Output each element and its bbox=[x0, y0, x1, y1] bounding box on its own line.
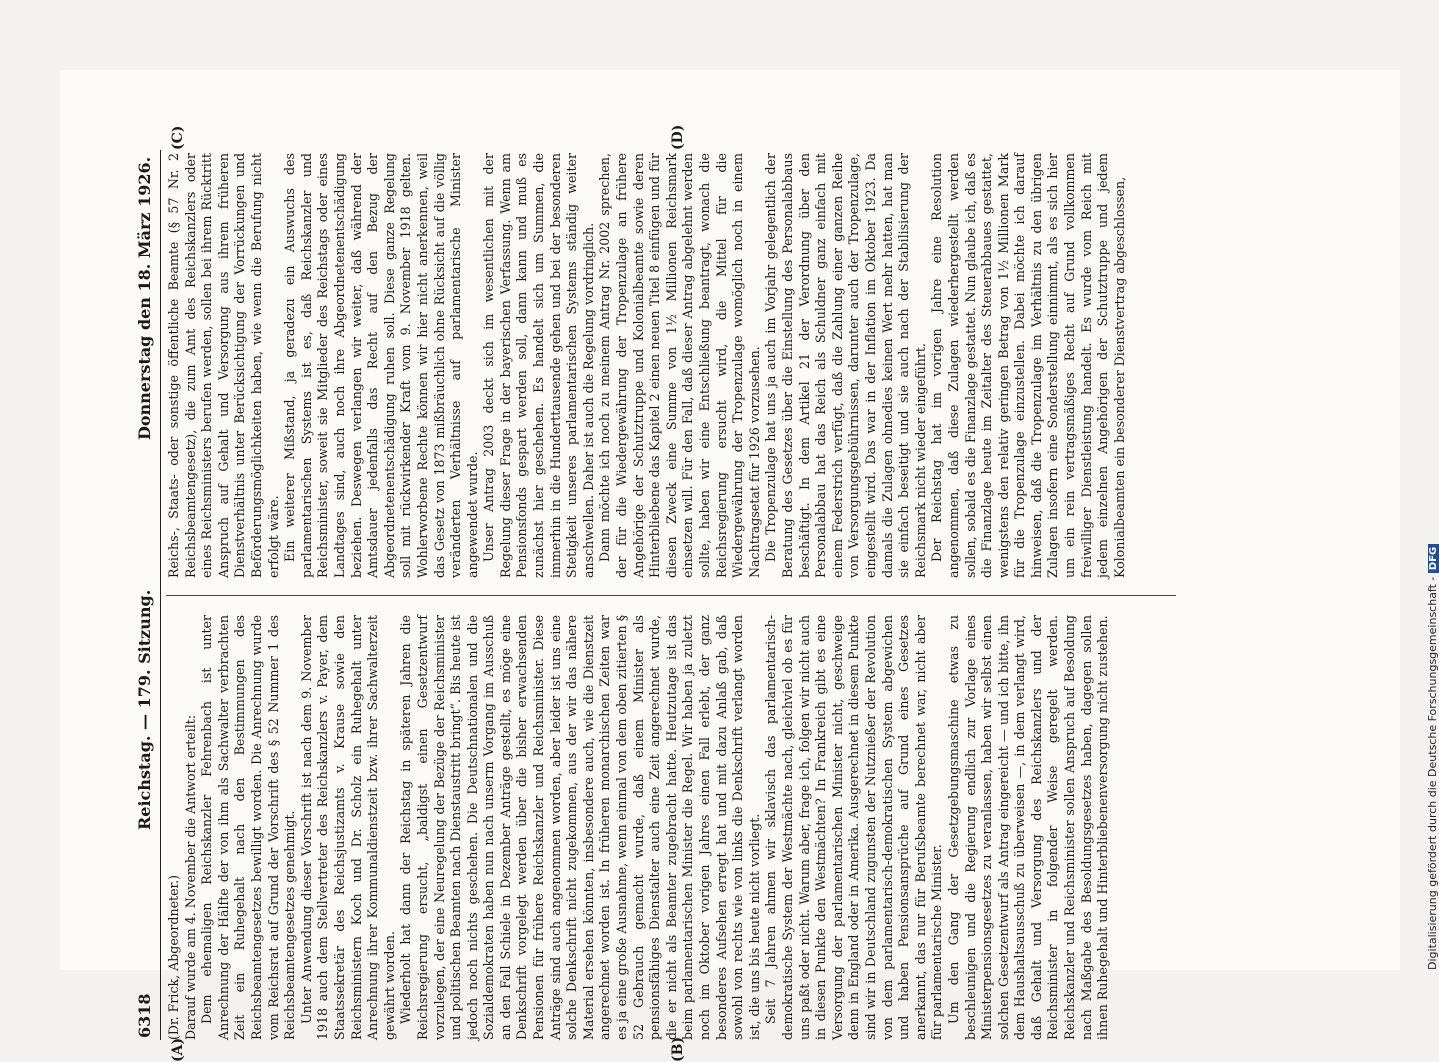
running-header bbox=[130, 150, 161, 1040]
paragraph: Die Tropenzulage hat uns ja auch im Vorjahr gelegentlich der Beratung des Gesetzes über die Einstellung des Personalabbaus beschäftigt. In dem Artikel 21 der Verordnung über den Personalabbau hat das Reich als Schuldner ganz einfach mit einem Federstrich verfügt, daß die Zahlung einer ganzen Reihe von Versorgungsgebührnissen, darunter auch der Tropenzulage, eingestellt wird. Das war in der Inflation im Oktober 1923. Da damals die Zulagen ohnedies keinen Wert mehr hatten, hat man sie einfach beseitigt und sie auch nach der Stabilisierung der Reichsmark nicht wieder eingeführt. bbox=[763, 153, 928, 578]
margin-mark-b: (B) bbox=[670, 1036, 686, 1062]
digitization-sidebar bbox=[1412, 10, 1439, 990]
margin-mark-a: (A) bbox=[170, 1037, 186, 1062]
paragraph: Seit 7 Jahren ahmen wir sklavisch das parlamentarisch-demokratische System der Westmächte nach, gleichviel ob es für uns paßt oder nicht. Warum aber, frage ich, folgen wir nicht auch in diesen Punkte den Westmächten? In Frankreich gibt es eine Versorgung der parlamentarischen Minister nicht, geschweige denn in England oder in Amerika. Ausgerechnet in diesem Punkte sind wir in Deutschland zugunsten der Nutznießer der Revolution von dem parlamentarisch-demokratischen System abgewichen und haben Pensionsansprüche auf Grund eines Gesetzes anerkannt, das nur für Berufsbeamte berechnet war, nicht aber für parlamentarische Minister. bbox=[763, 615, 945, 1040]
margin-mark-c: (C) bbox=[170, 125, 186, 150]
paragraph: Um den Gang der Gesetzgebungsmaschine etwas zu beschleunigen und die Regierung endlich zur Vorlage eines Ministerpensionsgesetzes zu veranlassen, haben wir selbst einen solchen Gesetzentwurf als Antrag eingereicht — und ich bitte, ihn dem Haushaltsausschuß zu überweisen —, in dem verlangt wird, daß Gehalt und Versorgung des Reichskanzlers und der Reichsminister in folgender Weise geregelt werden. Reichskanzler und Reichsminister sollen Anspruch auf Besoldung nach Maßgabe des Besoldungsgesetzes haben, dagegen sollen ihnen Ruhegehalt und Hinterbliebenenversorgung nicht zustehen. bbox=[945, 615, 1111, 1040]
paragraph: Unter Anwendung dieser Vorschrift ist nach dem 9. November 1918 auch dem Stellvertreter des Reichskanzlers v. Payer, dem Staatssekretär des Reichsjustizamts v. Krause sowie den Reichsministern Koch und Dr. Scholz ein Ruhegehalt unter Anrechnung ihrer Kommunaldienstzeit bzw. ihrer Sachwalterzeit gewährt worden. bbox=[298, 615, 397, 1040]
paragraph: Reichs-, Staats- oder sonstige öffentliche Beamte (§ 57 Nr. 2 Reichsbeamtengesetz), die zum Amt des Reichskanzlers oder eines Reichsministers berufen werden, sollen bei ihrem Rücktritt Anspruch auf Gehalt und Versorgung aus ihrem früheren Dienstverhältnis unter Berücksichtigung der Vorrückungen und Beförderungsmöglichkeiten haben, wie wenn die Berufung nicht erfolgt wäre. bbox=[166, 153, 281, 578]
left-column bbox=[166, 615, 1112, 1040]
paragraph: Ein weiterer Mißstand, ja geradezu ein Auswuchs des parlamentarischen Systems ist es, daß Reichskanzler und Reichsminister, soweit sie Mitglieder des Reichstags oder eines Landtages sind, auch noch ihre Abgeordnetenentschädigung beziehen. Deswegen verlangen wir weiter, daß während der Amtsdauer jedenfalls das Recht auf den Bezug der Abgeordnetenentschädigung ruhen soll. Diese ganze Regelung soll mit rückwirkender Kraft vom 9. November 1918 gelten. Wohlerworbene Rechte können wir hier nicht anerkennen, weil das Gesetz von 1873 mißbräuchlich ohne Rücksicht auf die völlig veränderten Verhältnisse auf parlamentarische Minister angewendet wurde. bbox=[282, 153, 480, 578]
paragraph: Der Reichstag hat im vorigen Jahre eine Resolution angenommen, daß diese Zulagen wiederhergestellt werden sollen, sobald es die Finanzlage gestattet. Nun glaube ich, daß es die Finanzlage heute im Zeitalter des Steuerabbaues gestattet, wenigstens den relativ geringen Betrag von 1½ Millionen Mark für die Tropenzulage einzustellen. Dabei möchte ich darauf hinweisen, daß die Tropenzulage im Verhältnis zu den übrigen Zulagen insofern eine Sonderstellung einnimmt, als es sich hier um ein rein vertragsmäßiges Recht auf Grund vollkommen freiwilliger Dienstleistung handelt. Es wurde vom Reich mit jedem einzelnen Angehörigen der Schutztruppe und jedem Kolonialbeamten ein besonderer Dienstvertrag abgeschlossen, bbox=[929, 153, 1127, 578]
speaker-line: (Dr. Frick, Abgeordneter.) bbox=[166, 874, 181, 1040]
margin-mark-d: (D) bbox=[670, 124, 686, 150]
digitization-note: Digitalisierung gefördert durch die Deutsche Forschungsgemeinschaft - bbox=[1426, 576, 1439, 970]
right-column bbox=[166, 153, 1128, 578]
session-date: Donnerstag den 18. März 1926. bbox=[135, 156, 154, 440]
paragraph: Wiederholt hat dann der Reichstag in späteren Jahren die Reichsregierung ersucht, „baldigst einen Gesetzentwurf vorzulegen, der eine Neuregelung der Bezüge der Reichsminister und politischen Beamten nach Dienstaustritt bringt“. Bis heute ist jedoch noch nichts geschehen. Die Deutschnationalen und die Sozialdemokraten haben nun nach unserm Vorgang im Ausschuß an den Fall Schiele in Dezember Anträge gestellt, es möge eine Denkschrift vorgelegt werden über die bisher erwachsenden Pensionen für frühere Reichskanzler und Reichsminister. Diese Anträge sind auch angenommen worden, aber leider ist uns eine solche Denkschrift nicht zugekommen, aus der wir das nähere Material ersehen könnten, insbesondere auch, wie die Dienstzeit angerechnet worden ist. In früheren monarchischen Zeiten war es ja eine große Ausnahme, wenn einmal von dem oben zitierten § 52 Gebrauch gemacht wurde, daß einem Minister als pensionsfähiges Dienstalter auch eine Zeit angerechnet wurde, die er nicht als Beamter zugebracht hatte. Heutzutage ist das beim parlamentarischen Minister die Regel. Wir haben ja zuletzt noch im Oktober vorigen Jahres einen Fall erlebt, der ganz besonderes Aufsehen erregt hat und mit dazu Anlaß gab, daß sowohl von rechts wie von links die Denkschrift verlangt worden ist, die uns bis heute nicht vorliegt. bbox=[398, 615, 762, 1040]
rotated-content bbox=[130, 124, 1190, 1062]
session-title: Reichstag. — 179. Sitzung. bbox=[135, 589, 154, 830]
scanned-sheet bbox=[60, 70, 1400, 1062]
paragraph: Darauf wurde am 4. November die Antwort erteilt: bbox=[182, 714, 198, 1040]
paragraph: Dann möchte ich noch zu meinem Antrag Nr. 2002 sprechen, der für die Wiedergewährung der Tropenzulage an frühere Angehörige der Schutztruppe und Kolonialbeamte sowie deren Hinterbliebene das Kapitel 2 einen neuen Titel 8 einfügen und für diesen Zweck eine Summe von 1½ Millionen Reichsmark einsetzen will. Für den Fall, daß dieser Antrag abgelehnt werden sollte, haben wir eine Entschließung beantragt, wonach die Reichsregierung ersucht wird, die Mittel für die Wiedergewährung der Tropenzulage womöglich noch in einem Nachtragsetat für 1926 vorzusehen. bbox=[597, 153, 762, 578]
column-separator bbox=[166, 595, 1176, 596]
paragraph: Dem ehemaligen Reichskanzler Fehrenbach ist unter Anrechnung der Hälfte der von ihm als Sachwalter verbrachten Zeit ein Ruhegehalt nach den Bestimmungen des Reichsbeamtengesetzes bewilligt worden. Die Anrechnung wurde vom Reichsrat auf Grund der Vorschrift des § 52 Nummer 1 des Reichsbeamtengesetzes genehmigt. bbox=[199, 615, 298, 1040]
paragraph: Unser Antrag 2003 deckt sich im wesentlichen mit der Regelung dieser Frage in der bayerischen Verfassung. Wenn am Pensionsfonds gespart werden soll, dann kann und muß es zunächst hier geschehen. Es handelt sich um Summen, die immerhin in die Hunderttausende gehen und bei der besonderen Stetigkeit unseres parlamentarischen Systems ständig weiter anschwellen. Daher ist auch die Regelung vordringlich. bbox=[481, 153, 596, 578]
page-number: 6318 bbox=[135, 993, 154, 1038]
dfg-logo: DFG bbox=[1428, 544, 1439, 573]
